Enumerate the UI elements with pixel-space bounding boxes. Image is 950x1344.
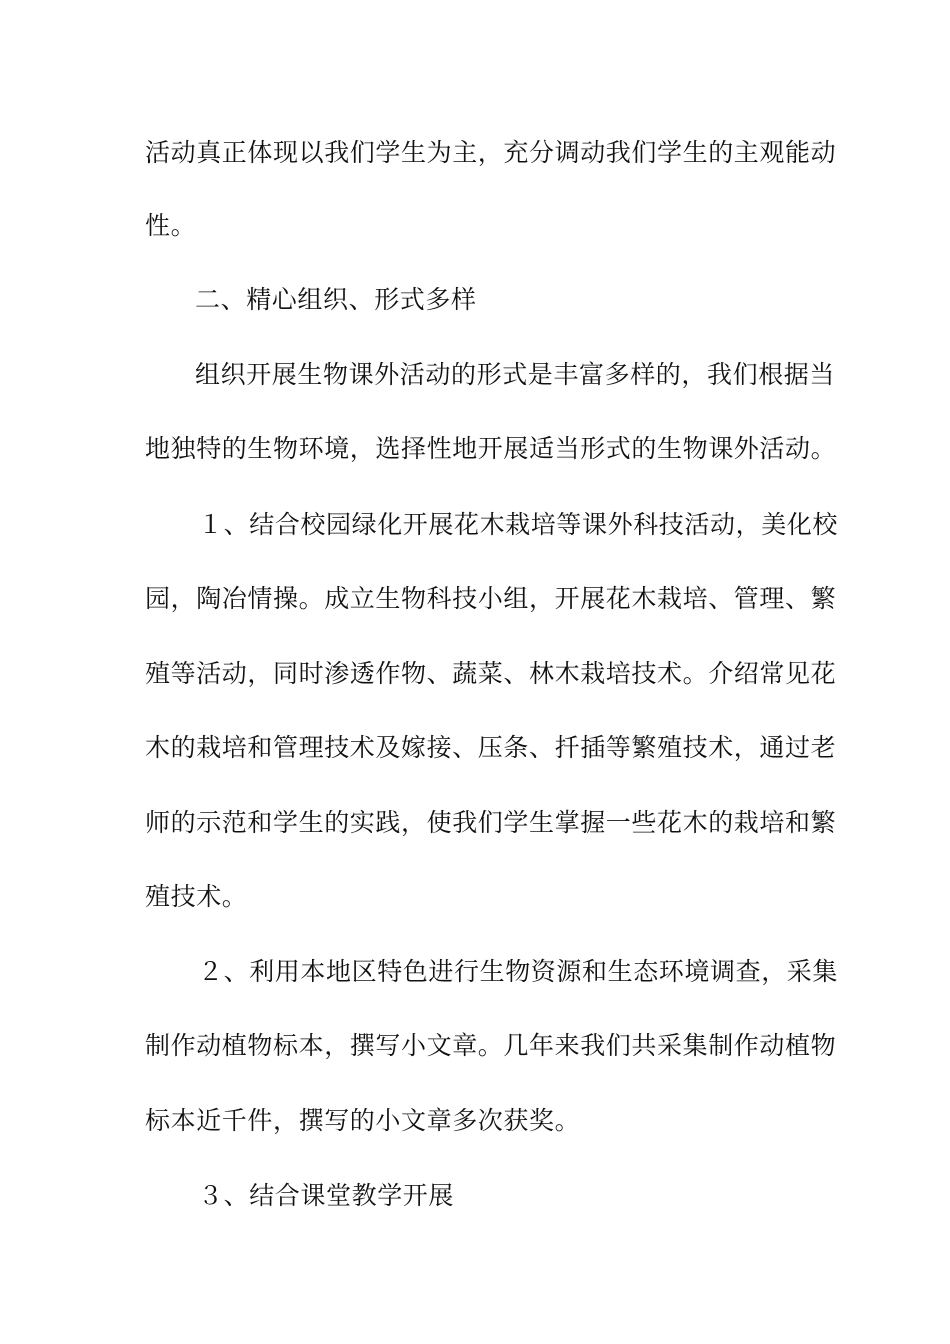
list-item-3-line-1: ３、结合课堂教学开展 <box>198 1181 455 1210</box>
list-item-1-line-2: 园，陶冶情操。成立生物科技小组，开展花木栽培、管理、繁 <box>145 584 837 613</box>
list-item-1-line-4: 木的栽培和管理技术及嫁接、压条、扦插等繁殖技术，通过老 <box>145 733 837 762</box>
paragraph-line-1: 活动真正体现以我们学生为主，充分调动我们学生的主观能动 <box>145 138 837 167</box>
list-item-2-line-1: ２、利用本地区特色进行生物资源和生态环境调查，采集 <box>198 957 839 986</box>
paragraph-line-2: 性。 <box>145 211 197 240</box>
section-heading: 二、精心组织、形式多样 <box>195 285 477 314</box>
paragraph-line-3: 组织开展生物课外活动的形式是丰富多样的，我们根据当 <box>195 360 836 389</box>
list-item-1-line-3: 殖等活动，同时渗透作物、蔬菜、林木栽培技术。介绍常见花 <box>145 659 837 688</box>
list-item-1-line-6: 殖技术。 <box>145 882 248 911</box>
list-item-2-line-2: 制作动植物标本，撰写小文章。几年来我们共采集制作动植物 <box>145 1031 837 1060</box>
paragraph-line-4: 地独特的生物环境，选择性地开展适当形式的生物课外活动。 <box>145 434 837 463</box>
list-item-1-line-1: １、结合校园绿化开展花木栽培等课外科技活动，美化校 <box>198 510 839 539</box>
list-item-2-line-3: 标本近千件，撰写的小文章多次获奖。 <box>145 1106 581 1135</box>
list-item-1-line-5: 师的示范和学生的实践，使我们学生掌握一些花木的栽培和繁 <box>145 808 837 837</box>
